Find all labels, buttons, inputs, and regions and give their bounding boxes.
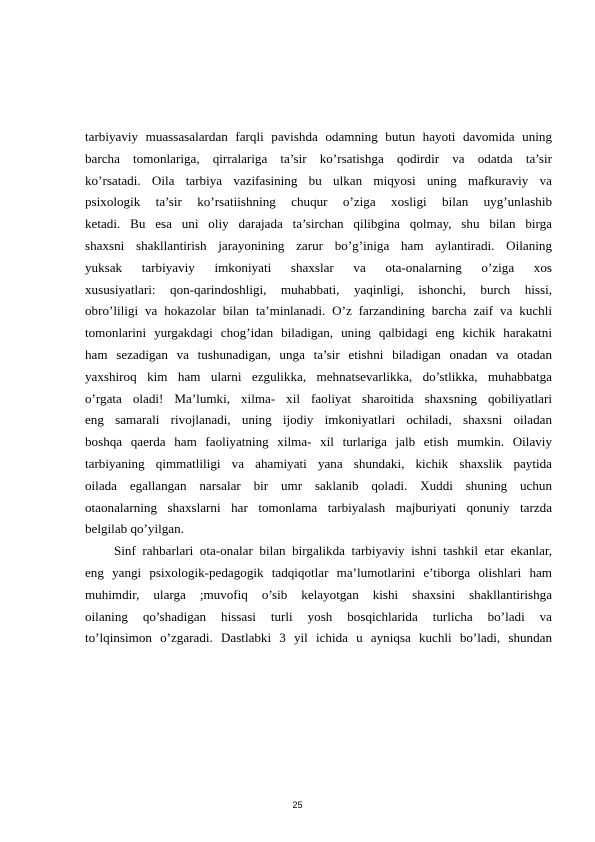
text-line: eng samarali rivojlanadi, uning ijodiy imkoniyatlari ochiladi, shaxsni oiladan xyxy=(85,412,552,428)
text-line: psixologik ta’sir ko’rsatiishning chuqur o’ziga xosligi bilan uyg’unlashib xyxy=(85,194,552,210)
text-line: xususiyatlari: qon-qarindoshligi, muhabbati, yaqinligi, ishonchi, burch hissi, xyxy=(85,281,552,297)
text-line: yuksak tarbiyaviy imkoniyati shaxslar va ota-onalarning o’ziga xos xyxy=(85,259,552,275)
text-line: tarbiyaning qimmatliligi va ahamiyati yana shundaki, kichik shaxslik paytida xyxy=(85,455,552,471)
page-number: 25 xyxy=(292,800,303,810)
text-line: barcha tomonlariga, qirralariga ta’sir ko’rsatishga qodirdir va odatda ta’sir xyxy=(85,150,552,166)
text-line: obro’liligi va hokazolar bilan ta’minlanadi. O’z farzandining barcha zaif va kuchli xyxy=(85,303,552,319)
paragraph-first-line: Sinf rahbarlari ota-onalar bilan birgalikda tarbiyaviy ishni tashkil etar ekanlar, xyxy=(114,543,552,559)
text-line: ko’rsatadi. Oila tarbiya vazifasining bu ulkan miqyosi uning mafkuraviy va xyxy=(85,172,552,188)
text-line: oilaning qo’shadigan hissasi turli yosh bosqichlarida turlicha bo’ladi va xyxy=(85,608,552,624)
body-text xyxy=(85,126,552,649)
text-line: to’lqinsimon o’zgaradi. Dastlabki 3 yil ichida u ayniqsa kuchli bo’ladi, shundan xyxy=(85,630,552,646)
text-line: otaonalarning shaxslarni har tomonlama tarbiyalash majburiyati qonuniy tarzda xyxy=(85,499,552,515)
text-line: ham sezadigan va tushunadigan, unga ta’sir etishni biladigan onadan va otadan xyxy=(85,346,552,362)
text-line: o’rgata oladi! Ma’lumki, xilma- xil faoliyat sharoitida shaxsning qobiliyatlari xyxy=(85,390,552,406)
text-line: boshqa qaerda ham faoliyatning xilma- xil turlariga jalb etish mumkin. Oilaviy xyxy=(85,434,552,450)
text-line: eng yangi psixologik-pedagogik tadqiqotlar ma’lumotlarini e’tiborga olishlari ham xyxy=(85,564,552,580)
text-line: belgilab qo’yilgan. xyxy=(85,521,184,537)
text-line: oilada egallangan narsalar bir umr saklanib qoladi. Xuddi shuning uchun xyxy=(85,477,552,493)
text-line: muhimdir, ularga ;muvofiq o’sib kelayotgan kishi shaxsini shakllantirishga xyxy=(85,586,552,602)
text-line: ketadi. Bu esa uni oliy darajada ta’sirchan qilibgina qolmay, shu bilan birga xyxy=(85,216,552,232)
text-line: tarbiyaviy muassasalardan farqli pavishda odamning butun hayoti davomida uning xyxy=(85,129,552,144)
text-line: tomonlarini yurgakdagi chog’idan biladigan, uning qalbidagi eng kichik harakatni xyxy=(85,325,552,341)
text-line: shaxsni shakllantirish jarayonining zarur bo’g’iniga ham aylantiradi. Oilaning xyxy=(85,237,552,253)
text-line: yaxshiroq kim ham ularni ezgulikka, mehnatsevarlikka, do’stlikka, muhabbatga xyxy=(85,368,552,384)
